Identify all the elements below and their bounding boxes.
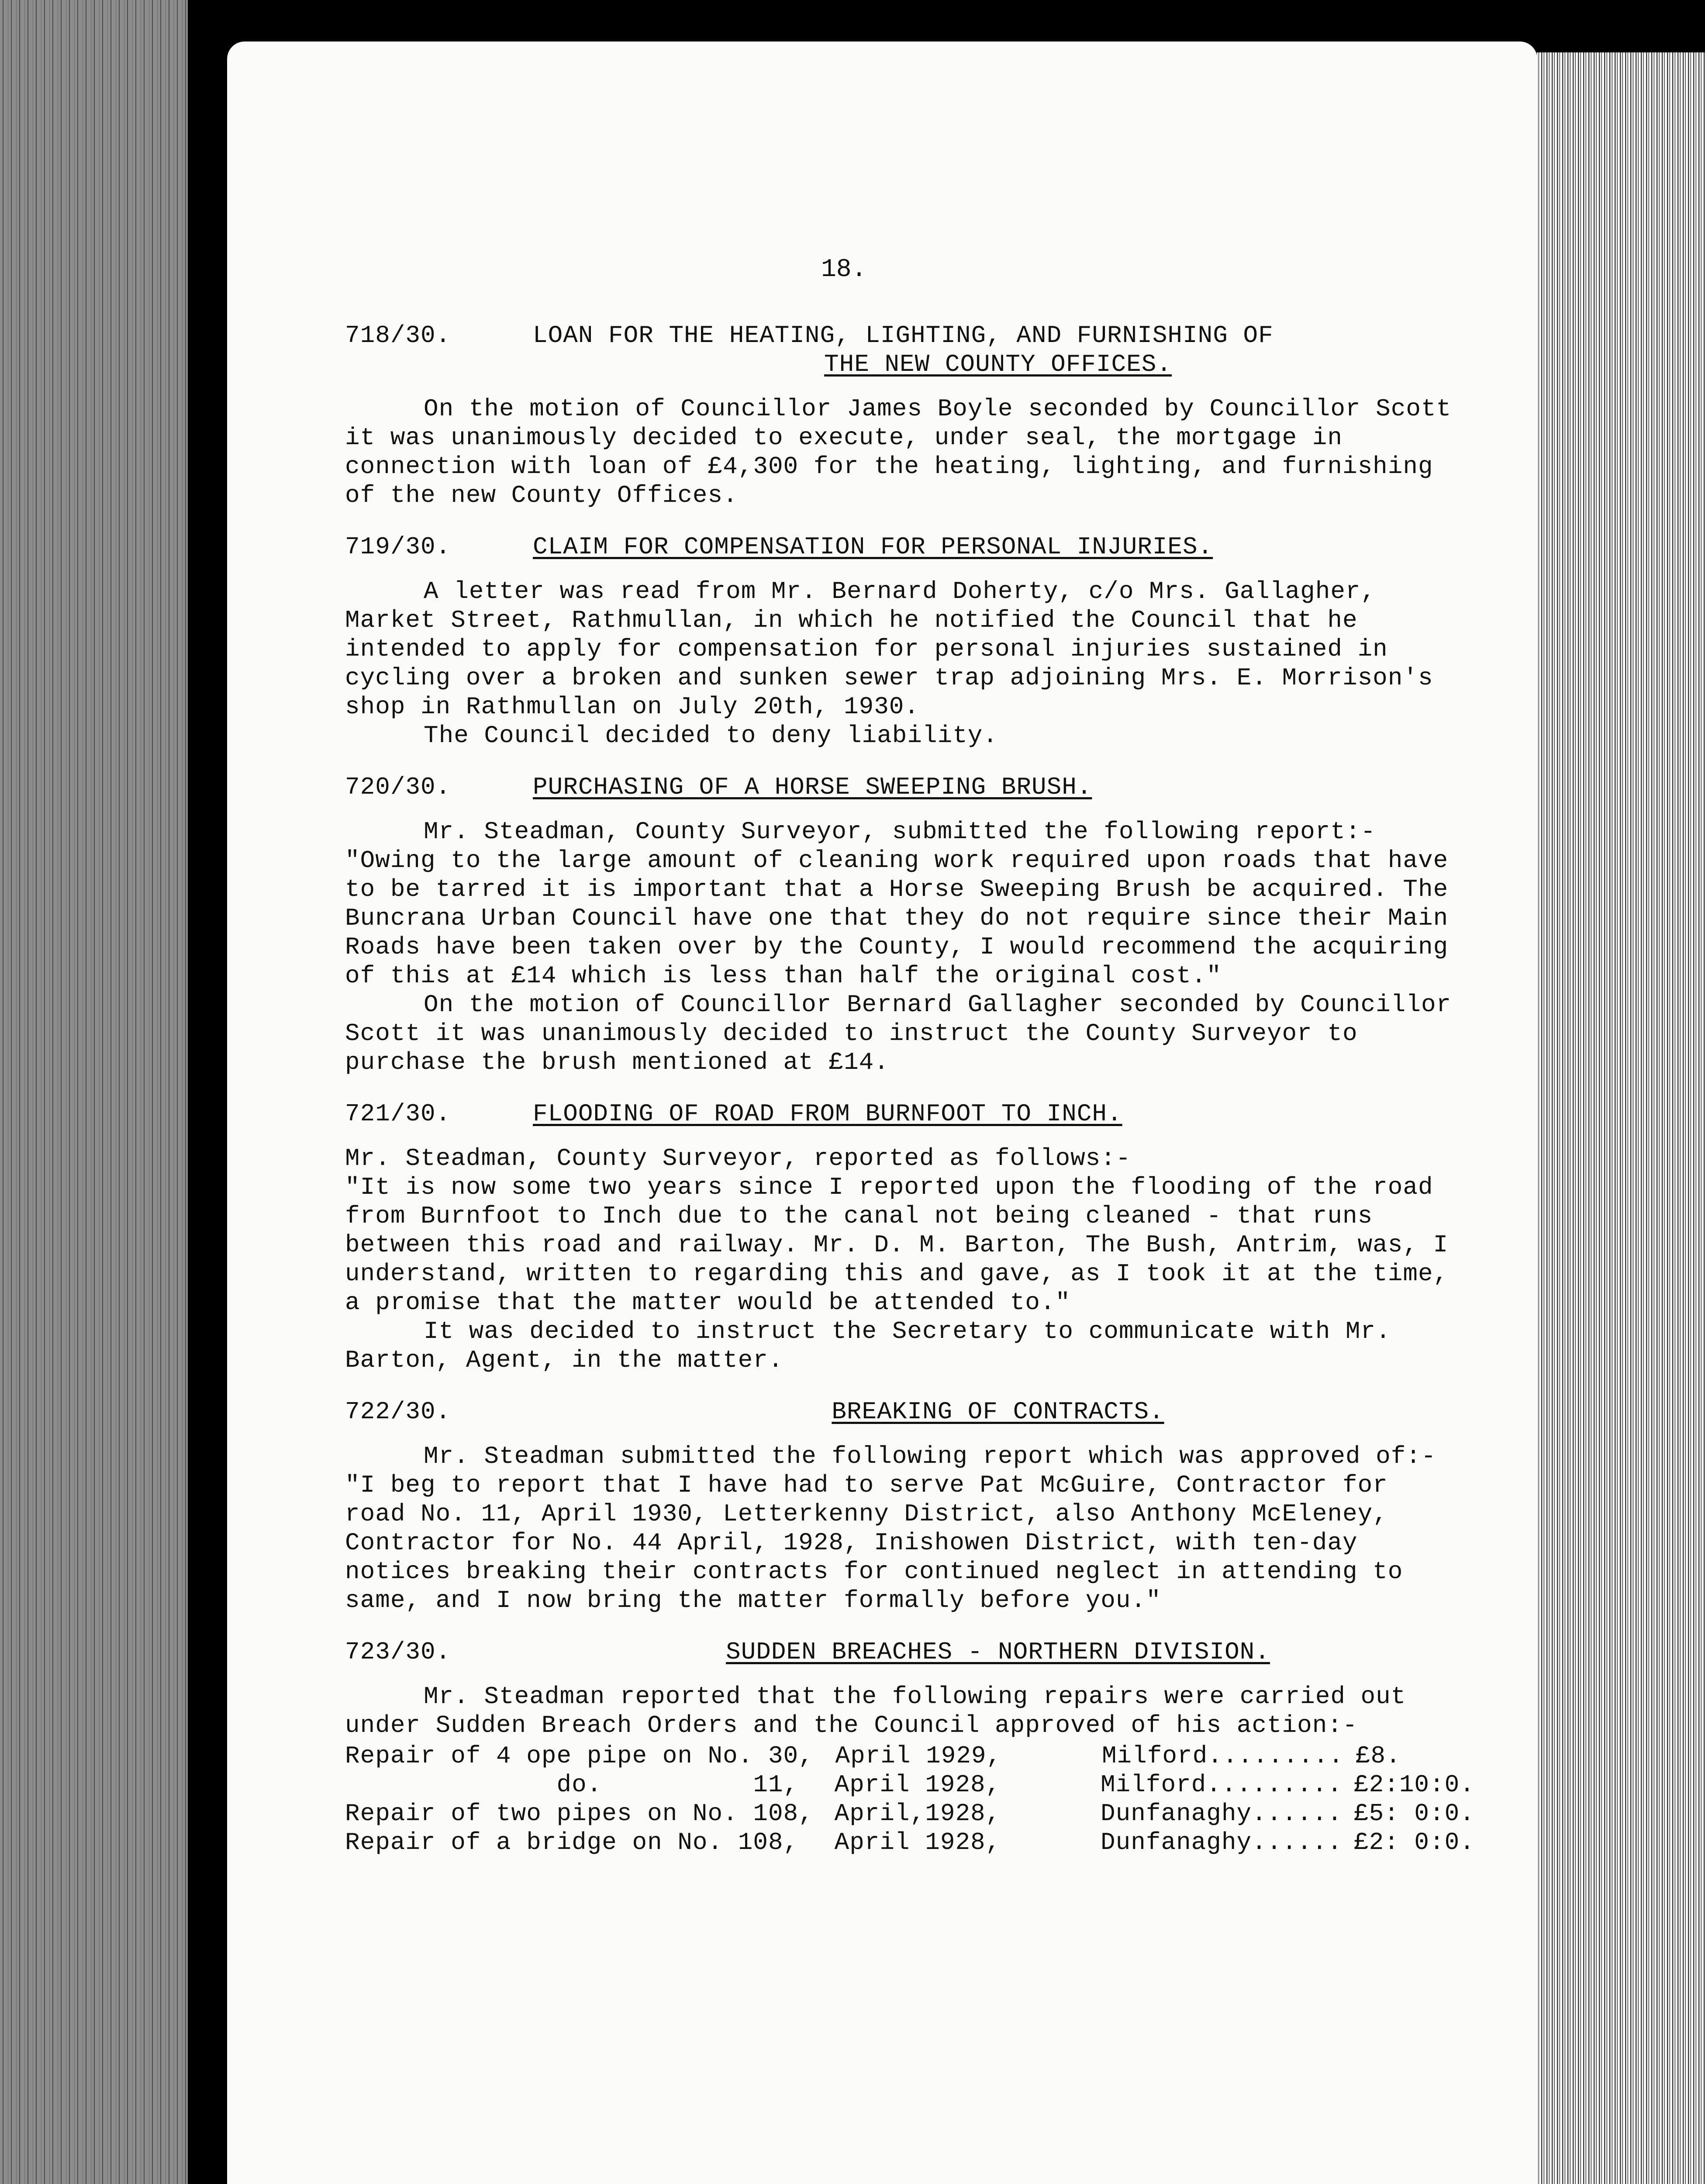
table-row [345, 1799, 1475, 1828]
scan-left-edge [0, 0, 188, 2184]
item-number: 721/30. [345, 1100, 451, 1128]
table-row [345, 1742, 1463, 1770]
minute-item-721 [345, 1099, 1463, 1375]
minute-item-723 [345, 1638, 1475, 1857]
repair-date: April,1928, [834, 1800, 1001, 1828]
item-heading [345, 1397, 1463, 1426]
item-heading [345, 773, 1463, 802]
item-heading [345, 1099, 1463, 1128]
item-number: 720/30. [345, 773, 451, 801]
table-row [345, 1770, 1475, 1799]
item-title: FLOODING OF ROAD FROM BURNFOOT TO INCH. [533, 1100, 1122, 1128]
item-number: 722/30. [345, 1398, 451, 1426]
item-paragraph: The Council decided to deny liability. [424, 722, 998, 750]
repair-amount: £2:10:0. [1354, 1771, 1475, 1799]
item-title: SUDDEN BREACHES - NORTHERN DIVISION. [726, 1638, 1270, 1666]
repair-place: Dunfanaghy...... [1101, 1800, 1343, 1828]
item-number: 718/30. [345, 321, 451, 349]
table-row [345, 1828, 1475, 1857]
item-paragraph: On the motion of Councillor James Boyle seconded by Councillor Scott it was unanimously decided to execute, under seal, the mortgage in connection with loan of £4,300 for the heating, lighting, and furnishing of the new County Offices. [345, 395, 1467, 509]
repair-date: April 1929, [835, 1742, 1002, 1770]
repair-work: Repair of 4 ope pipe on No. 30, [345, 1742, 814, 1770]
repair-place: Milford......... [1101, 1742, 1344, 1770]
item-quote: "It is now some two years since I reported upon the flooding of the road from Burnfoot to Inch due to the canal not being cleaned - that runs between this road and railway. Mr. D. M. Barton, The Bush, Antrim, was, I understand, written to regarding this and gave, as I took it at the time, a promise that the matter would be attended to." [345, 1173, 1463, 1317]
item-paragraph: Mr. Steadman submitted the following report which was approved of:- [424, 1442, 1436, 1470]
item-title [533, 321, 1463, 379]
item-number: 719/30. [345, 533, 451, 561]
item-paragraph: Mr. Steadman, County Surveyor, submitted the following report:- [424, 818, 1376, 846]
item-title: CLAIM FOR COMPENSATION FOR PERSONAL INJURIES. [533, 533, 1213, 561]
item-quote: "I beg to report that I have had to serve Pat McGuire, Contractor for road No. 11, April 1930, Letterkenny District, also Anthony McEleney, Contractor for No. 44 April, 1928, Inishowen District, with ten-day notices breaking their contracts for continued neglect in attending to same, and I now bring the matter formally before you." [345, 1471, 1418, 1614]
minute-item-722 [345, 1397, 1463, 1615]
repair-work: Repair of a bridge on No. 108, [345, 1828, 799, 1856]
item-title-line2: THE NEW COUNTY OFFICES. [824, 350, 1172, 378]
item-heading [345, 532, 1463, 561]
repairs-table [345, 1742, 1475, 1857]
repair-work: Repair of two pipes on No. 108, [345, 1800, 814, 1828]
repair-amount: £8. [1355, 1742, 1401, 1770]
repair-date: April 1928, [834, 1828, 1001, 1856]
repair-amount: £2: 0:0. [1354, 1828, 1475, 1856]
document-page [227, 41, 1537, 2184]
repair-date: April 1928, [834, 1771, 1001, 1799]
minute-item-718 [345, 321, 1467, 510]
item-paragraph: A letter was read from Mr. Bernard Doherty, c/o Mrs. Gallagher, Market Street, Rathmullan, in which he notified the Council that he intended to apply for compensation for personal injuries sustained in cycling over a broken and sunken sewer trap adjoining Mrs. E. Morrison's shop in Rathmullan on July 20th, 1930. [345, 577, 1449, 721]
item-paragraph: On the motion of Councillor Bernard Gallagher seconded by Councillor Scott it was unanimously decided to instruct the County Surveyor to purchase the brush mentioned at £14. [345, 991, 1467, 1076]
minute-item-719 [345, 532, 1463, 750]
repair-place: Milford......... [1101, 1771, 1343, 1799]
item-quote: "Owing to the large amount of cleaning work required upon roads that have to be tarred it is important that a Horse Sweeping Brush be acquired. The Buncrana Urban Council have one that they do not require since their Main Roads have been taken over by the County, I would recommend the acquiring of this at £14 which is less than half the original cost." [345, 847, 1463, 990]
item-title: PURCHASING OF A HORSE SWEEPING BRUSH. [533, 773, 1092, 801]
item-title: BREAKING OF CONTRACTS. [832, 1398, 1164, 1426]
minute-item-720 [345, 773, 1467, 1077]
page-number: 18. [821, 256, 867, 284]
minutes-content [345, 269, 1475, 1857]
item-paragraph: Mr. Steadman reported that the following repairs were carried out under Sudden Breach Orders and the Council approved of his action:- [345, 1683, 1421, 1739]
repair-amount: £5: 0:0. [1354, 1800, 1475, 1828]
item-title-line1: LOAN FOR THE HEATING, LIGHTING, AND FURNISHING OF [533, 321, 1274, 349]
item-paragraph: It was decided to instruct the Secretary to communicate with Mr. Barton, Agent, in the matter. [345, 1317, 1406, 1374]
item-number: 723/30. [345, 1638, 451, 1666]
item-paragraph: Mr. Steadman, County Surveyor, reported as follows:- [345, 1144, 1131, 1172]
repair-place: Dunfanaghy...... [1101, 1828, 1343, 1856]
repair-work: do. 11, [345, 1771, 799, 1799]
item-heading [345, 321, 1463, 379]
item-heading [345, 1638, 1463, 1666]
